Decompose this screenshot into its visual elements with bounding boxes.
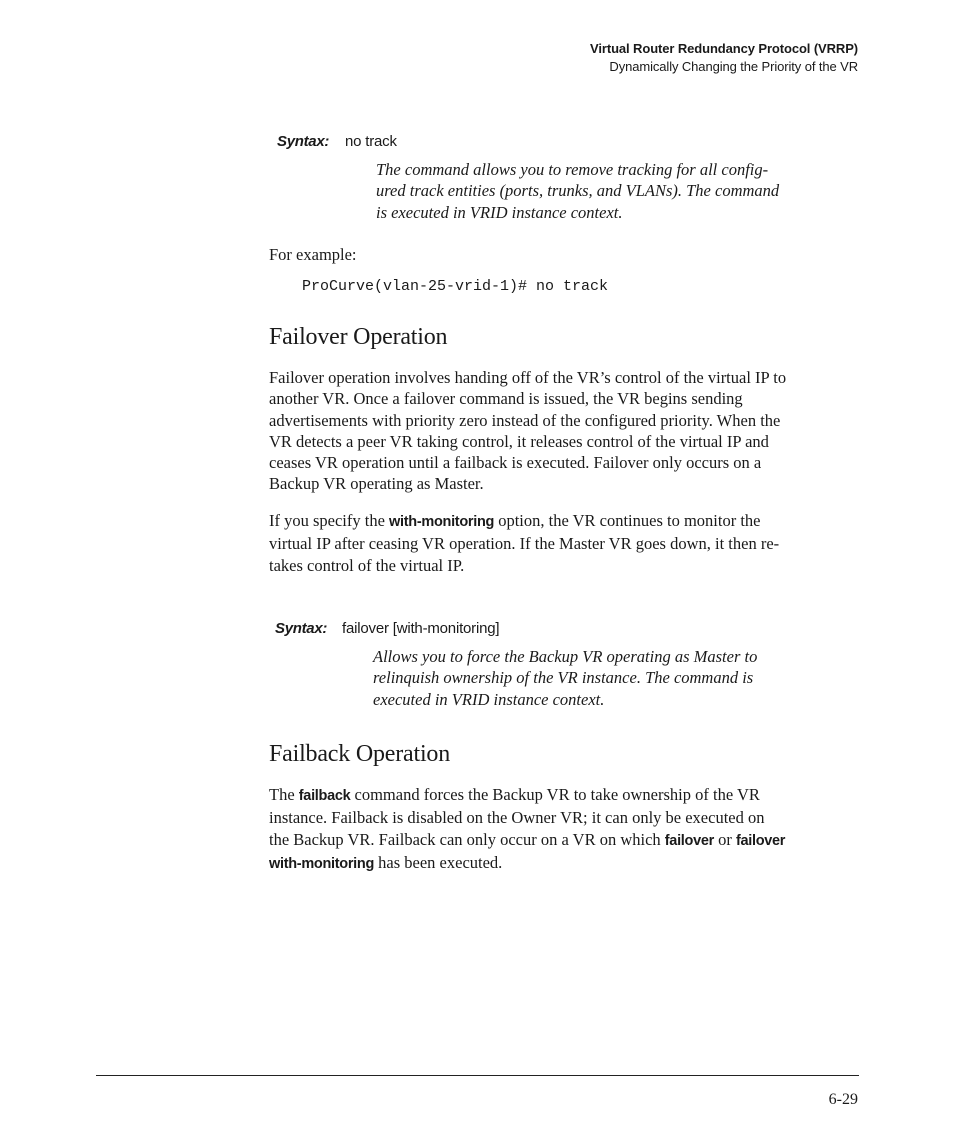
keyword: failback	[298, 788, 351, 804]
keyword: with-monitoring	[389, 514, 495, 530]
syntax-description: Allows you to force the Backup VR operating as Master to relinquish ownership of the VR instance. The command is executed in VRID instance context.	[373, 647, 758, 709]
running-header-chapter: Virtual Router Redundancy Protocol (VRRP)	[590, 41, 858, 56]
failback-heading: Failback Operation	[269, 741, 451, 767]
keyword: failover	[664, 832, 714, 849]
syntax-label: Syntax:	[275, 620, 328, 637]
running-header-section: Dynamically Changing the Priority of the VR	[609, 59, 858, 74]
page-number: 6-29	[828, 1091, 858, 1108]
keyword: with-monitoring	[269, 855, 375, 872]
example-intro: For example:	[269, 245, 357, 264]
failover-heading: Failover Operation	[269, 324, 448, 350]
failover-paragraph: Failover operation involves handing off of the VR’s control of the virtual IP to another VR. Once a failover command is issued, the VR begins sending advertisements with priority zero instead of the configured priority. When the VR detects a peer VR taking control, it releases control of the virtual IP and ceases VR operation until a failback is executed. Failover only occurs on a Backup VR operating as Master.	[269, 368, 787, 494]
syntax-label: Syntax:	[277, 133, 330, 150]
syntax-command: failover [with-monitoring]	[342, 620, 500, 637]
footer-rule	[96, 1075, 859, 1076]
monitoring-paragraph: If you specify the with-monitoring option, the VR continues to monitor the virtual IP after ceasing VR operation. If the Master VR goes down, it then re- takes control of the virtual IP.	[269, 511, 780, 575]
failback-paragraph: The failback command forces the Backup VR to take ownership of the VR instance. Failback is disabled on the Owner VR; it can only be executed on the Backup VR. Failback can only occur on a VR on which failover or failover with-monitoring has been executed.	[269, 785, 786, 872]
example-code: ProCurve(vlan-25-vrid-1)# no track	[302, 278, 609, 295]
keyword: failover	[735, 832, 786, 849]
syntax-command: no track	[345, 133, 397, 150]
syntax-description: The command allows you to remove tracking for all config- ured track entities (ports, trunks, and VLANs). The command is executed in VRID instance context.	[376, 160, 780, 222]
